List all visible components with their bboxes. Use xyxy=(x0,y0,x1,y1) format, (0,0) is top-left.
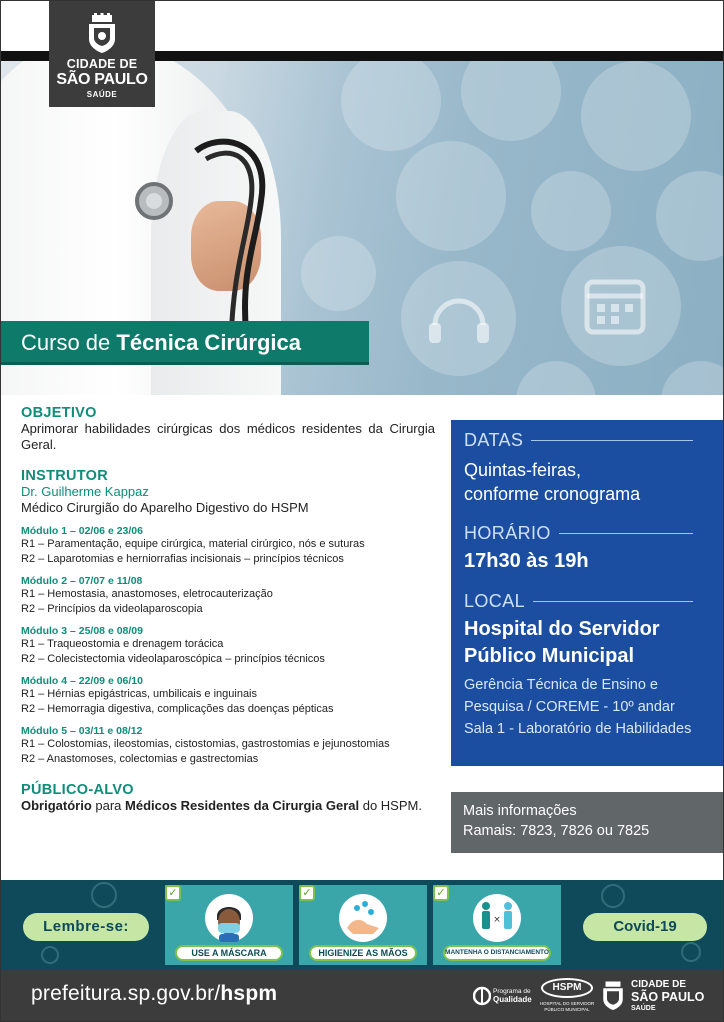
module-item xyxy=(21,725,435,766)
hands-label: HIGIENIZE AS MÃOS xyxy=(309,945,417,961)
city-line-3: SAÚDE xyxy=(631,1005,656,1012)
module-line: R1 – Paramentação, equipe cirúrgica, material cirúrgico, nós e suturas xyxy=(21,538,365,550)
logo-line-2: SÃO PAULO xyxy=(56,71,148,88)
instrutor-heading: INSTRUTOR xyxy=(21,468,109,484)
mask-tile xyxy=(165,885,293,965)
module-item xyxy=(21,675,435,716)
url-plain: prefeitura.sp.gov.br/ xyxy=(31,982,221,1005)
calendar-glyph xyxy=(575,266,655,346)
virus-icon xyxy=(601,884,625,908)
vial-icon xyxy=(581,61,691,171)
contact-info-box xyxy=(451,792,723,853)
qualidade-text-2: Qualidade xyxy=(493,995,532,1004)
module-title: Módulo 2 – 07/07 e 11/08 xyxy=(21,575,143,587)
distance-icon xyxy=(473,894,521,942)
info-line-1: Mais informações xyxy=(463,803,577,819)
coat-of-arms-icon xyxy=(601,980,625,1010)
circle-icon xyxy=(661,361,724,395)
event-details-panel xyxy=(451,420,723,766)
module-title: Módulo 1 – 02/06 e 23/06 xyxy=(21,525,143,537)
pill-icon xyxy=(531,171,611,251)
stethoscope-chestpiece-icon xyxy=(129,176,179,226)
module-line: R2 – Princípios da videolaparoscopia xyxy=(21,602,203,615)
local-detail-2: Pesquisa / COREME - 10º andar xyxy=(464,699,675,715)
hspm-sub-1: HOSPITAL DO SERVIDOR xyxy=(539,1001,595,1006)
module-line: R1 – Hemostasia, anastomoses, eletrocauterização xyxy=(21,588,273,600)
logo-line-1: CIDADE DE xyxy=(66,57,138,71)
objetivo-heading: OBJETIVO xyxy=(21,405,97,421)
horario-value: 17h30 às 19h xyxy=(464,550,589,572)
virus-icon xyxy=(41,946,59,964)
coat-of-arms-icon xyxy=(86,13,118,53)
instrutor-role: Médico Cirurgião do Aparelho Digestivo do HSPM xyxy=(21,500,309,515)
datas-value-2: conforme cronograma xyxy=(464,484,641,504)
objetivo-text: Aprimorar habilidades cirúrgicas dos médicos residentes da Cirurgia Geral. xyxy=(21,421,435,452)
module-title: Módulo 5 – 03/11 e 08/12 xyxy=(21,725,143,737)
module-item xyxy=(21,525,435,566)
headset-glyph xyxy=(421,281,497,357)
city-footer-logo xyxy=(601,975,711,1019)
content-column xyxy=(21,405,435,814)
footer xyxy=(1,970,724,1022)
covid-reminder-band xyxy=(1,880,724,970)
local-detail-1: Gerência Técnica de Ensino e xyxy=(464,677,658,693)
city-line-2: SÃO PAULO xyxy=(631,990,705,1004)
city-logo xyxy=(49,1,155,107)
check-icon: ✓ xyxy=(433,885,449,901)
module-item xyxy=(21,575,435,616)
city-line-1: CIDADE DE xyxy=(631,979,687,990)
circle-icon xyxy=(516,361,596,395)
check-icon: ✓ xyxy=(165,885,181,901)
hspm-text: HSPM xyxy=(541,978,593,998)
instrutor-name: Dr. Guilherme Kappaz xyxy=(21,484,149,499)
hospital-icon xyxy=(396,141,506,251)
mask-label: USE A MÁSCARA xyxy=(175,945,283,961)
svg-text:×: × xyxy=(493,915,501,925)
datas-label xyxy=(464,430,723,451)
divider xyxy=(559,533,693,534)
course-title-underline xyxy=(1,362,369,365)
clipboard-icon xyxy=(656,171,724,261)
divider xyxy=(533,601,693,602)
lembre-se-label: Lembre-se: xyxy=(23,913,149,941)
distance-label: MANTENHA O DISTANCIAMENTO xyxy=(443,945,551,961)
local-name-1: Hospital do Servidor xyxy=(464,618,660,640)
hspm-sub-2: PÚBLICO MUNICIPAL xyxy=(544,1007,590,1012)
modules-list xyxy=(21,525,435,766)
virus-icon xyxy=(681,942,701,962)
datas-value-1: Quintas-feiras, xyxy=(464,460,582,480)
module-line: R2 – Laparotomias e herniorrafias incisionais – princípios técnicos xyxy=(21,552,344,565)
covid-19-label: Covid-19 xyxy=(583,913,707,941)
hands-tile xyxy=(299,885,427,965)
datas-label-text: DATAS xyxy=(464,430,524,450)
publico-heading: PÚBLICO-ALVO xyxy=(21,782,134,798)
module-line: R1 – Traqueostomia e drenagem torácica xyxy=(21,638,224,650)
medical-icon xyxy=(461,61,561,141)
publico-mid: para xyxy=(91,798,126,813)
publico-text xyxy=(21,798,435,814)
mask-icon xyxy=(205,894,253,942)
hand-wash-icon xyxy=(339,894,387,942)
publico-bold-2: Médicos Residentes da Cirurgia Geral xyxy=(125,798,360,813)
divider xyxy=(531,440,693,441)
course-title-prefix: Curso de xyxy=(21,330,117,355)
info-line-2: Ramais: 7823, 7826 ou 7825 xyxy=(463,823,650,839)
logo-line-3: SAÚDE xyxy=(86,90,118,99)
module-line: R2 – Colecistectomia videolaparoscópica – princípios técnicos xyxy=(21,652,325,665)
module-line: R2 – Anastomoses, colectomias e gastrectomias xyxy=(21,752,259,765)
module-line: R2 – Hemorragia digestiva, complicações das doenças pépticas xyxy=(21,702,334,715)
course-title-name: Técnica Cirúrgica xyxy=(116,330,302,355)
module-line: R1 – Hérnias epigástricas, umbilicais e inguinais xyxy=(21,688,258,700)
programa-qualidade-logo xyxy=(473,980,532,1014)
local-label-text: LOCAL xyxy=(464,591,526,611)
heartbeat-icon xyxy=(341,61,441,151)
hspm-logo xyxy=(539,978,595,1016)
local-detail-3: Sala 1 - Laboratório de Habilidades xyxy=(464,721,692,737)
publico-bold-1: Obrigatório xyxy=(21,798,92,813)
local-name-2: Público Municipal xyxy=(464,645,635,667)
quality-icon xyxy=(473,984,491,1008)
module-title: Módulo 4 – 22/09 e 06/10 xyxy=(21,675,143,687)
distance-tile xyxy=(433,885,561,965)
horario-label xyxy=(464,523,723,544)
module-title: Módulo 3 – 25/08 e 08/09 xyxy=(21,625,143,637)
virus-icon xyxy=(91,882,117,908)
qualidade-text-1: Programa de xyxy=(493,988,531,995)
website-url[interactable] xyxy=(31,982,277,1006)
module-item xyxy=(21,625,435,666)
horario-label-text: HORÁRIO xyxy=(464,523,551,543)
doctor-icon xyxy=(301,236,376,311)
course-title xyxy=(1,321,369,365)
local-label xyxy=(464,591,723,612)
publico-end: do HSPM. xyxy=(359,798,422,813)
module-line: R1 – Colostomias, ileostomias, cistostomias, gastrostomias e jejunostomias xyxy=(21,738,390,750)
check-icon: ✓ xyxy=(299,885,315,901)
url-bold: hspm xyxy=(220,982,278,1005)
